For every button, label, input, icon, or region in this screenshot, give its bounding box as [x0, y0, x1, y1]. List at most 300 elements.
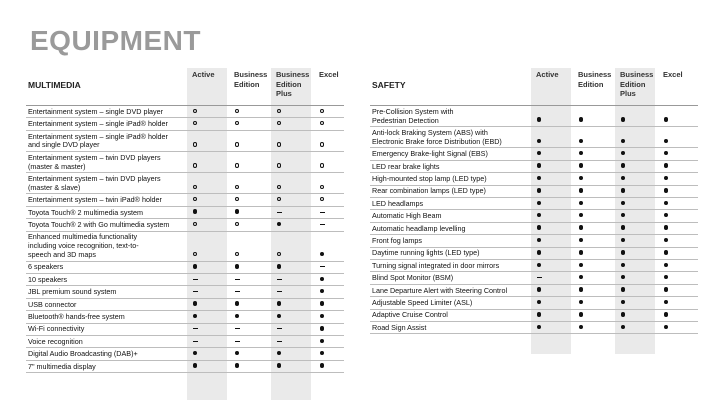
standard-dot-icon: [537, 117, 542, 122]
optional-circle-icon: [235, 121, 240, 126]
value-cell: [317, 251, 327, 260]
safety-table: [370, 68, 698, 354]
row-label-line: Toyota Touch® 2 multimedia system: [28, 207, 144, 217]
standard-dot-icon: [193, 363, 198, 368]
optional-circle-icon: [193, 252, 198, 257]
standard-dot-icon: [235, 301, 240, 306]
standard-dot-icon: [537, 250, 542, 255]
optional-circle-icon: [320, 185, 325, 190]
value-cell: [618, 262, 628, 271]
not-available-dash-icon: [277, 291, 282, 292]
row-label: [372, 175, 487, 184]
row-label-line: Entertainment system – single iPad® holder: [28, 119, 168, 129]
standard-dot-icon: [621, 176, 626, 181]
row-label-line: JBL premium sound system: [28, 287, 117, 297]
value-cell: [534, 237, 544, 246]
standard-dot-icon: [579, 163, 584, 168]
row-label-line: Automatic High Beam: [372, 211, 442, 221]
row-label: [372, 200, 423, 209]
row-label: [28, 196, 162, 205]
standard-dot-icon: [579, 151, 584, 156]
value-cell: [274, 363, 284, 372]
standard-dot-icon: [664, 312, 669, 317]
table-row: [370, 173, 698, 185]
value-cell: [190, 108, 200, 117]
safety-column-header: Business Edition Plus: [620, 70, 654, 98]
optional-circle-icon: [235, 252, 240, 257]
row-label-line: Entertainment system – twin iPad® holder: [28, 195, 162, 205]
value-cell: [274, 221, 284, 230]
standard-dot-icon: [579, 139, 584, 144]
optional-circle-icon: [277, 185, 282, 190]
value-cell: [661, 117, 671, 126]
row-label-line: LED headlamps: [372, 198, 424, 208]
value-cell: [274, 142, 284, 151]
standard-dot-icon: [320, 301, 325, 306]
value-cell: [576, 299, 586, 308]
row-label: [28, 209, 143, 218]
table-row: [26, 232, 344, 262]
not-available-dash-icon: [235, 328, 240, 329]
table-row: [26, 219, 344, 231]
value-cell: [274, 288, 284, 297]
row-label: [372, 237, 422, 246]
standard-dot-icon: [621, 325, 626, 330]
value-cell: [232, 196, 242, 205]
standard-dot-icon: [277, 222, 282, 227]
value-cell: [274, 196, 284, 205]
value-cell: [661, 262, 671, 271]
optional-circle-icon: [193, 142, 198, 147]
value-cell: [232, 338, 242, 347]
value-cell: [534, 262, 544, 271]
value-cell: [534, 117, 544, 126]
optional-circle-icon: [277, 163, 282, 168]
value-cell: [317, 288, 327, 297]
table-row: [370, 260, 698, 272]
standard-dot-icon: [537, 263, 542, 268]
value-cell: [576, 237, 586, 246]
optional-circle-icon: [320, 109, 325, 114]
value-cell: [618, 250, 628, 259]
row-label-line: Entertainment system – twin DVD players: [28, 152, 161, 162]
row-label-line: Electronic Brake force Distribution (EBD): [372, 136, 502, 146]
optional-circle-icon: [320, 142, 325, 147]
standard-dot-icon: [621, 151, 626, 156]
row-label-line: USB connector: [28, 299, 77, 309]
standard-dot-icon: [537, 188, 542, 193]
value-cell: [317, 221, 327, 230]
standard-dot-icon: [664, 300, 669, 305]
row-label-line: LED rear brake lights: [372, 161, 440, 171]
standard-dot-icon: [664, 201, 669, 206]
value-cell: [534, 299, 544, 308]
row-label-line: Entertainment system – twin DVD players: [28, 173, 161, 183]
standard-dot-icon: [579, 300, 584, 305]
row-label: [372, 311, 448, 320]
table-row: [370, 210, 698, 222]
value-cell: [661, 163, 671, 172]
standard-dot-icon: [235, 363, 240, 368]
value-cell: [576, 274, 586, 283]
value-cell: [534, 138, 544, 147]
value-cell: [618, 138, 628, 147]
value-cell: [618, 200, 628, 209]
standard-dot-icon: [621, 188, 626, 193]
standard-dot-icon: [277, 264, 282, 269]
value-cell: [534, 212, 544, 221]
value-cell: [274, 276, 284, 285]
value-cell: [190, 313, 200, 322]
value-cell: [534, 250, 544, 259]
row-label-line: Automatic headlamp levelling: [372, 223, 466, 233]
row-label: [28, 263, 63, 272]
row-label: [28, 288, 116, 297]
standard-dot-icon: [579, 275, 584, 280]
value-cell: [232, 301, 242, 310]
row-label-line: Entertainment system – single iPad® holder: [28, 131, 168, 141]
standard-dot-icon: [537, 225, 542, 230]
row-label-line: Wi-Fi connectivity: [28, 324, 85, 334]
value-cell: [618, 163, 628, 172]
value-cell: [317, 120, 327, 129]
optional-circle-icon: [193, 185, 198, 190]
value-cell: [190, 209, 200, 218]
row-label-line: Pedestrian Detection: [372, 115, 439, 125]
standard-dot-icon: [320, 363, 325, 368]
standard-dot-icon: [537, 325, 542, 330]
standard-dot-icon: [664, 188, 669, 193]
standard-dot-icon: [235, 264, 240, 269]
multimedia-column-header: Business Edition: [234, 70, 268, 89]
standard-dot-icon: [579, 176, 584, 181]
row-label-line: High-mounted stop lamp (LED type): [372, 173, 487, 183]
value-cell: [576, 324, 586, 333]
standard-dot-icon: [277, 314, 282, 319]
value-cell: [534, 324, 544, 333]
table-row: [26, 152, 344, 173]
row-label: [372, 129, 502, 147]
standard-dot-icon: [621, 163, 626, 168]
value-cell: [317, 209, 327, 218]
table-row: [370, 198, 698, 210]
value-cell: [190, 251, 200, 260]
value-cell: [190, 163, 200, 172]
value-cell: [190, 288, 200, 297]
value-cell: [232, 288, 242, 297]
standard-dot-icon: [664, 250, 669, 255]
table-row: [26, 106, 344, 118]
not-available-dash-icon: [235, 291, 240, 292]
multimedia-column-header: Business Edition Plus: [276, 70, 310, 98]
value-cell: [190, 120, 200, 129]
optional-circle-icon: [320, 197, 325, 202]
value-cell: [274, 108, 284, 117]
table-row: [26, 361, 344, 373]
not-available-dash-icon: [193, 279, 198, 280]
value-cell: [274, 338, 284, 347]
value-cell: [576, 138, 586, 147]
standard-dot-icon: [621, 300, 626, 305]
standard-dot-icon: [621, 312, 626, 317]
row-label: [28, 276, 67, 285]
row-label: [372, 212, 442, 221]
standard-dot-icon: [664, 163, 669, 168]
value-cell: [661, 150, 671, 159]
standard-dot-icon: [579, 188, 584, 193]
value-cell: [190, 326, 200, 335]
row-label: [372, 249, 479, 258]
standard-dot-icon: [537, 201, 542, 206]
standard-dot-icon: [621, 287, 626, 292]
standard-dot-icon: [621, 117, 626, 122]
value-cell: [232, 108, 242, 117]
value-cell: [661, 175, 671, 184]
value-cell: [618, 212, 628, 221]
value-cell: [274, 301, 284, 310]
standard-dot-icon: [537, 139, 542, 144]
row-label: [28, 325, 84, 334]
standard-dot-icon: [277, 351, 282, 356]
row-label-line: Rear combination lamps (LED type): [372, 186, 486, 196]
value-cell: [190, 264, 200, 273]
table-row: [370, 310, 698, 322]
row-label-line: Enhanced multimedia functionality: [28, 232, 138, 242]
standard-dot-icon: [664, 117, 669, 122]
standard-dot-icon: [621, 139, 626, 144]
value-cell: [190, 221, 200, 230]
value-cell: [576, 225, 586, 234]
value-cell: [232, 209, 242, 218]
standard-dot-icon: [621, 238, 626, 243]
standard-dot-icon: [320, 289, 325, 294]
value-cell: [618, 237, 628, 246]
standard-dot-icon: [320, 252, 325, 257]
value-cell: [317, 313, 327, 322]
row-label-line: Daytime running lights (LED type): [372, 248, 480, 258]
optional-circle-icon: [277, 252, 282, 257]
multimedia-column-header: Active: [192, 70, 215, 79]
value-cell: [576, 262, 586, 271]
safety-column-header: Active: [536, 70, 559, 79]
standard-dot-icon: [320, 351, 325, 356]
value-cell: [618, 274, 628, 283]
value-cell: [534, 312, 544, 321]
value-cell: [576, 175, 586, 184]
table-row: [26, 262, 344, 274]
standard-dot-icon: [579, 117, 584, 122]
optional-circle-icon: [277, 109, 282, 114]
row-label: [372, 287, 507, 296]
standard-dot-icon: [579, 225, 584, 230]
standard-dot-icon: [664, 151, 669, 156]
row-label-line: Pre-Collision System with: [372, 106, 454, 116]
value-cell: [190, 184, 200, 193]
row-label-line: Toyota Touch® 2 with Go multimedia system: [28, 219, 170, 229]
value-cell: [274, 251, 284, 260]
row-label-line: Road Sign Assist: [372, 322, 427, 332]
value-cell: [618, 299, 628, 308]
optional-circle-icon: [235, 222, 240, 227]
row-label-line: Lane Departure Alert with Steering Control: [372, 285, 508, 295]
row-label-line: Emergency Brake-light Signal (EBS): [372, 149, 488, 159]
table-row: [370, 127, 698, 148]
value-cell: [576, 212, 586, 221]
standard-dot-icon: [193, 264, 198, 269]
value-cell: [190, 338, 200, 347]
value-cell: [232, 313, 242, 322]
table-row: [26, 131, 344, 152]
standard-dot-icon: [579, 287, 584, 292]
standard-dot-icon: [579, 238, 584, 243]
value-cell: [576, 200, 586, 209]
row-label: [28, 301, 76, 310]
row-label-line: Bluetooth® hands-free system: [28, 311, 125, 321]
page-title: EQUIPMENT: [30, 25, 201, 56]
standard-dot-icon: [664, 287, 669, 292]
standard-dot-icon: [537, 300, 542, 305]
value-cell: [576, 163, 586, 172]
standard-dot-icon: [537, 312, 542, 317]
standard-dot-icon: [193, 209, 198, 214]
value-cell: [661, 200, 671, 209]
value-cell: [661, 250, 671, 259]
row-label-line: including voice recognition, text-to-: [28, 241, 139, 251]
value-cell: [317, 326, 327, 335]
value-cell: [534, 274, 544, 283]
standard-dot-icon: [621, 275, 626, 280]
standard-dot-icon: [537, 151, 542, 156]
table-row: [26, 274, 344, 286]
multimedia-section-title: MULTIMEDIA: [28, 80, 81, 90]
table-row: [370, 148, 698, 160]
standard-dot-icon: [320, 314, 325, 319]
row-label: [372, 163, 440, 172]
value-cell: [618, 312, 628, 321]
row-label-line: speech and 3D maps: [28, 249, 96, 259]
optional-circle-icon: [193, 222, 198, 227]
not-available-dash-icon: [193, 291, 198, 292]
standard-dot-icon: [537, 287, 542, 292]
table-row: [370, 186, 698, 198]
row-label: [28, 120, 168, 129]
value-cell: [274, 264, 284, 273]
optional-circle-icon: [277, 121, 282, 126]
value-cell: [618, 287, 628, 296]
table-row: [26, 173, 344, 194]
standard-dot-icon: [579, 312, 584, 317]
table-row: [26, 118, 344, 130]
value-cell: [576, 287, 586, 296]
value-cell: [317, 301, 327, 310]
value-cell: [618, 324, 628, 333]
row-label-line: (master & master): [28, 161, 86, 171]
optional-circle-icon: [235, 185, 240, 190]
standard-dot-icon: [579, 250, 584, 255]
standard-dot-icon: [579, 213, 584, 218]
value-cell: [534, 287, 544, 296]
table-row: [26, 299, 344, 311]
row-label: [372, 108, 453, 126]
value-cell: [534, 225, 544, 234]
not-available-dash-icon: [537, 277, 542, 278]
value-cell: [317, 108, 327, 117]
row-label: [28, 175, 161, 193]
value-cell: [274, 120, 284, 129]
value-cell: [317, 363, 327, 372]
value-cell: [232, 221, 242, 230]
row-label: [372, 225, 466, 234]
value-cell: [618, 150, 628, 159]
row-label: [28, 221, 169, 230]
value-cell: [534, 188, 544, 197]
value-cell: [661, 188, 671, 197]
row-label: [372, 299, 472, 308]
standard-dot-icon: [193, 301, 198, 306]
value-cell: [576, 312, 586, 321]
standard-dot-icon: [537, 163, 542, 168]
value-cell: [576, 188, 586, 197]
value-cell: [317, 338, 327, 347]
standard-dot-icon: [664, 213, 669, 218]
value-cell: [232, 142, 242, 151]
not-available-dash-icon: [193, 328, 198, 329]
not-available-dash-icon: [193, 341, 198, 342]
value-cell: [661, 299, 671, 308]
value-cell: [274, 184, 284, 193]
standard-dot-icon: [235, 209, 240, 214]
not-available-dash-icon: [277, 279, 282, 280]
value-cell: [661, 237, 671, 246]
safety-column-header: Excel: [663, 70, 683, 79]
standard-dot-icon: [537, 213, 542, 218]
value-cell: [274, 163, 284, 172]
row-label: [28, 133, 168, 151]
not-available-dash-icon: [277, 328, 282, 329]
row-label: [28, 313, 125, 322]
value-cell: [576, 250, 586, 259]
row-label-line: Front fog lamps: [372, 235, 422, 245]
not-available-dash-icon: [235, 341, 240, 342]
table-row: [370, 297, 698, 309]
value-cell: [317, 163, 327, 172]
value-cell: [232, 184, 242, 193]
not-available-dash-icon: [320, 212, 325, 213]
multimedia-column-header: Excel: [319, 70, 339, 79]
value-cell: [618, 175, 628, 184]
value-cell: [661, 225, 671, 234]
standard-dot-icon: [537, 176, 542, 181]
value-cell: [190, 301, 200, 310]
optional-circle-icon: [193, 197, 198, 202]
value-cell: [232, 120, 242, 129]
row-label-line: Anti-lock Braking System (ABS) with: [372, 127, 488, 137]
table-row: [370, 248, 698, 260]
optional-circle-icon: [193, 109, 198, 114]
value-cell: [317, 196, 327, 205]
optional-circle-icon: [235, 163, 240, 168]
value-cell: [232, 326, 242, 335]
standard-dot-icon: [621, 250, 626, 255]
not-available-dash-icon: [320, 266, 325, 267]
table-row: [370, 322, 698, 334]
optional-circle-icon: [277, 197, 282, 202]
optional-circle-icon: [193, 121, 198, 126]
value-cell: [232, 276, 242, 285]
table-row: [26, 194, 344, 206]
row-label: [28, 233, 139, 259]
row-label: [372, 150, 488, 159]
